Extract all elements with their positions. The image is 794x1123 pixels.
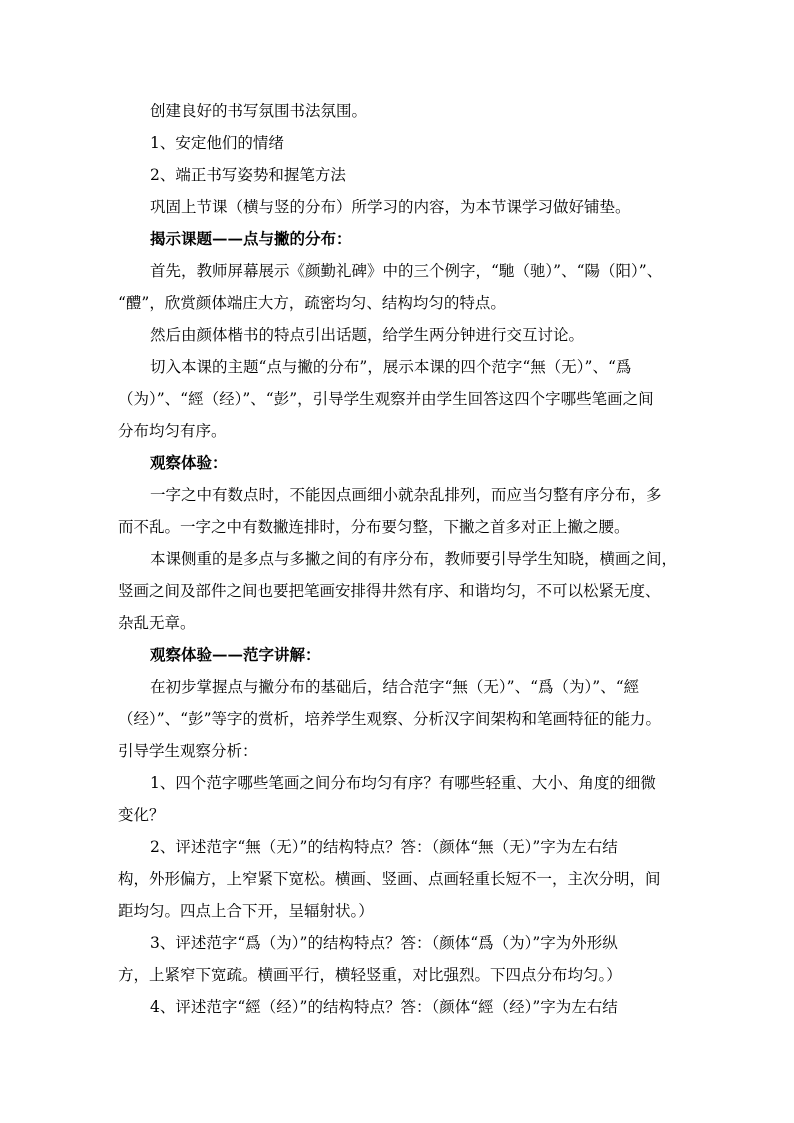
body-text: 巩固上节课（横与竖的分布）所学习的内容，为本节课学习做好铺垫。: [150, 198, 631, 216]
list-item: 变化？: [118, 806, 165, 824]
body-text: 首先，教师屏幕展示《颜勤礼碑》中的三个例字，“馳（驰）”、“陽（阳）”、: [150, 262, 663, 280]
list-item: 4、评述范字“經（经）”的结构特点？答：（颜体“經（经）”字为左右结: [150, 998, 618, 1016]
list-item: 1、安定他们的情绪: [150, 134, 284, 152]
body-text: 创建良好的书写氛围书法氛围。: [150, 102, 368, 120]
section-heading: 观察体验：: [150, 453, 228, 472]
list-item: 3、评述范字“爲（为）”的结构特点？答：（颜体“爲（为）”字为外形纵: [150, 934, 618, 952]
list-item: 2、端正书写姿势和握笔方法: [150, 166, 346, 184]
body-text: 在初步掌握点与撇分布的基础后，结合范字“無（无）”、“爲（为）”、“經: [150, 678, 640, 696]
body-text: （为）”、“經（经）”、“彭”，引导学生观察并由学生回答这四个字哪些笔画之间: [118, 390, 654, 408]
body-text: 竖画之间及部件之间也要把笔画安排得井然有序、和谐均匀，不可以松紧无度、: [118, 582, 661, 600]
list-item: 方，上紧窄下宽疏。横画平行，横轻竖重，对比强烈。下四点分布均匀。）: [118, 966, 622, 984]
list-item: 距均匀。四点上合下开，呈辐射状。）: [118, 902, 374, 920]
body-text: 切入本课的主题“点与撇的分布”，展示本课的四个范字“無（无）”、“爲: [150, 358, 632, 376]
body-text: 引导学生观察分析：: [118, 742, 258, 760]
list-item: 1、四个范字哪些笔画之间分布均匀有序？有哪些轻重、大小、角度的细微: [150, 774, 656, 792]
body-text: 一字之中有数点时，不能因点画细小就杂乱排列，而应当匀整有序分布，多: [150, 486, 662, 504]
body-text: 杂乱无章。: [118, 614, 196, 632]
body-text: （经）”、“彭”等字的赏析，培养学生观察、分析汉字间架构和笔画特征的能力。: [118, 710, 662, 728]
body-text: 分布均匀有序。: [118, 422, 227, 440]
section-heading: 揭示课题——点与撇的分布：: [150, 229, 352, 248]
body-text: 而不乱。一字之中有数撇连排时，分布要匀整，下撇之首多对正上撇之腰。: [118, 518, 630, 536]
body-text: 本课侧重的是多点与多撇之间的有序分布，教师要引导学生知晓，横画之间，: [150, 550, 678, 568]
body-text: 然后由颜体楷书的特点引出话题，给学生两分钟进行交互讨论。: [150, 326, 585, 344]
list-item: 构，外形偏方，上窄紧下宽松。横画、竖画、点画轻重长短不一，主次分明，间: [118, 870, 661, 888]
body-text: “醴”，欣赏颜体端庄大方，疏密均匀、结构均匀的特点。: [118, 294, 506, 312]
section-heading: 观察体验——范字讲解：: [150, 645, 321, 664]
list-item: 2、评述范字“無（无）”的结构特点？答：（颜体“無（无）”字为左右结: [150, 838, 618, 856]
